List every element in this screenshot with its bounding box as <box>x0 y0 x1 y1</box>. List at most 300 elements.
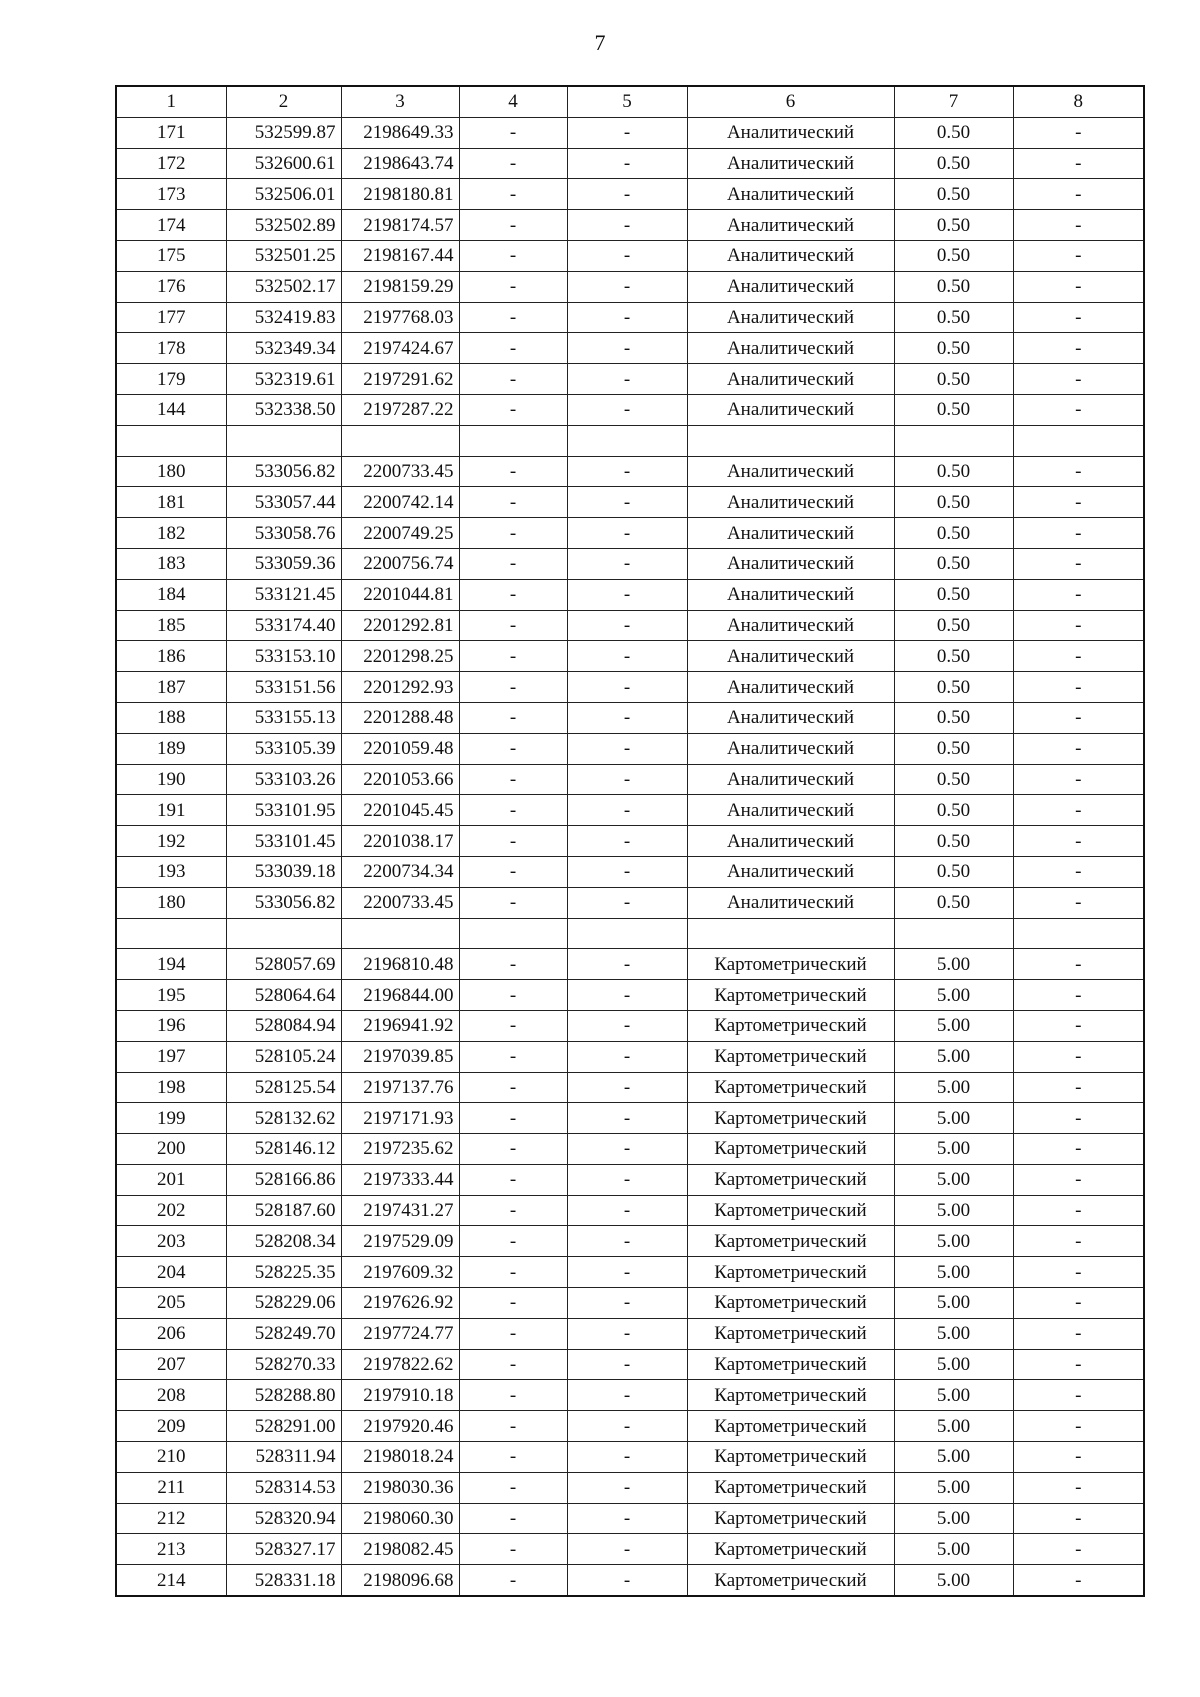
cell-method: Картометрический <box>687 1134 894 1165</box>
cell-col-5-value: - <box>567 271 687 302</box>
cell-point-number: 175 <box>116 240 226 271</box>
cell-method: Картометрический <box>687 1472 894 1503</box>
cell-point-number: 209 <box>116 1411 226 1442</box>
cell-col-8-value: - <box>1013 887 1144 918</box>
cell-col-8-value: - <box>1013 1318 1144 1349</box>
table-row <box>116 456 1144 487</box>
cell-coord-x <box>226 918 341 949</box>
cell-col-8-value: - <box>1013 1534 1144 1565</box>
cell-col-8-value: - <box>1013 148 1144 179</box>
column-header-7: 7 <box>894 86 1013 117</box>
cell-col-5-value: - <box>567 1010 687 1041</box>
cell-point-number: 188 <box>116 702 226 733</box>
cell-coord-y: 2197822.62 <box>341 1349 459 1380</box>
cell-method: Картометрический <box>687 1288 894 1319</box>
cell-col-5-value: - <box>567 364 687 395</box>
table-row <box>116 1503 1144 1534</box>
table-row <box>116 1534 1144 1565</box>
cell-coord-y: 2200734.34 <box>341 856 459 887</box>
cell-coord-x: 533105.39 <box>226 733 341 764</box>
cell-coord-x: 533101.95 <box>226 795 341 826</box>
cell-coord-y: 2196844.00 <box>341 980 459 1011</box>
cell-col-5-value: - <box>567 1534 687 1565</box>
cell-method: Картометрический <box>687 1103 894 1134</box>
cell-col-8-value: - <box>1013 548 1144 579</box>
table-row <box>116 1288 1144 1319</box>
cell-col-4-value: - <box>459 795 567 826</box>
cell-col-8-value: - <box>1013 672 1144 703</box>
cell-col-8-value: - <box>1013 240 1144 271</box>
table-row <box>116 672 1144 703</box>
cell-method <box>687 918 894 949</box>
cell-accuracy: 5.00 <box>894 1164 1013 1195</box>
cell-accuracy: 5.00 <box>894 1041 1013 1072</box>
cell-coord-x: 533101.45 <box>226 826 341 857</box>
cell-method: Картометрический <box>687 1164 894 1195</box>
cell-col-5-value: - <box>567 1072 687 1103</box>
cell-col-8-value: - <box>1013 795 1144 826</box>
cell-col-5-value: - <box>567 579 687 610</box>
table-row <box>116 702 1144 733</box>
table-row <box>116 764 1144 795</box>
cell-col-5-value: - <box>567 980 687 1011</box>
cell-accuracy: 0.50 <box>894 364 1013 395</box>
cell-col-8-value: - <box>1013 302 1144 333</box>
cell-coord-y: 2196810.48 <box>341 949 459 980</box>
table-row <box>116 548 1144 579</box>
cell-point-number: 171 <box>116 117 226 148</box>
cell-coord-x: 528166.86 <box>226 1164 341 1195</box>
cell-coord-y: 2196941.92 <box>341 1010 459 1041</box>
cell-coord-x: 528084.94 <box>226 1010 341 1041</box>
cell-method: Картометрический <box>687 1565 894 1596</box>
cell-method: Картометрический <box>687 980 894 1011</box>
cell-method: Аналитический <box>687 702 894 733</box>
table-row <box>116 733 1144 764</box>
cell-col-8-value: - <box>1013 1072 1144 1103</box>
cell-accuracy: 5.00 <box>894 1072 1013 1103</box>
cell-accuracy: 5.00 <box>894 1411 1013 1442</box>
table-row <box>116 641 1144 672</box>
cell-coord-y: 2198082.45 <box>341 1534 459 1565</box>
cell-coord-y: 2197626.92 <box>341 1288 459 1319</box>
cell-col-8-value: - <box>1013 210 1144 241</box>
table-row <box>116 240 1144 271</box>
cell-coord-y: 2198649.33 <box>341 117 459 148</box>
cell-method: Аналитический <box>687 240 894 271</box>
cell-point-number: 199 <box>116 1103 226 1134</box>
table-row <box>116 1257 1144 1288</box>
cell-coord-x: 528208.34 <box>226 1226 341 1257</box>
cell-coord-x: 528314.53 <box>226 1472 341 1503</box>
table-row <box>116 148 1144 179</box>
cell-point-number: 179 <box>116 364 226 395</box>
cell-accuracy: 0.50 <box>894 117 1013 148</box>
page-number: 7 <box>594 30 606 55</box>
cell-col-4-value: - <box>459 1226 567 1257</box>
cell-coord-y: 2198060.30 <box>341 1503 459 1534</box>
header-row <box>116 86 1144 117</box>
cell-col-8-value: - <box>1013 1010 1144 1041</box>
cell-point-number: 191 <box>116 795 226 826</box>
cell-col-4-value: - <box>459 240 567 271</box>
table-row <box>116 487 1144 518</box>
cell-col-5-value: - <box>567 641 687 672</box>
cell-point-number: 176 <box>116 271 226 302</box>
cell-col-8-value: - <box>1013 764 1144 795</box>
cell-accuracy: 5.00 <box>894 1534 1013 1565</box>
cell-method: Картометрический <box>687 1041 894 1072</box>
cell-coord-y: 2201044.81 <box>341 579 459 610</box>
cell-accuracy: 5.00 <box>894 1010 1013 1041</box>
cell-coord-y: 2197724.77 <box>341 1318 459 1349</box>
cell-col-4-value: - <box>459 641 567 672</box>
table-row <box>116 117 1144 148</box>
cell-col-8-value: - <box>1013 456 1144 487</box>
cell-point-number: 185 <box>116 610 226 641</box>
cell-coord-x: 528327.17 <box>226 1534 341 1565</box>
cell-col-5-value: - <box>567 333 687 364</box>
table-row <box>116 1349 1144 1380</box>
cell-accuracy: 0.50 <box>894 487 1013 518</box>
cell-coord-x: 533057.44 <box>226 487 341 518</box>
cell-point-number: 210 <box>116 1442 226 1473</box>
cell-point-number: 186 <box>116 641 226 672</box>
cell-col-5-value: - <box>567 210 687 241</box>
cell-coord-y: 2197910.18 <box>341 1380 459 1411</box>
cell-coord-x: 533155.13 <box>226 702 341 733</box>
cell-coord-x: 533059.36 <box>226 548 341 579</box>
cell-col-4-value: - <box>459 333 567 364</box>
cell-accuracy: 0.50 <box>894 795 1013 826</box>
cell-col-5-value: - <box>567 117 687 148</box>
cell-accuracy: 5.00 <box>894 1288 1013 1319</box>
cell-col-5-value: - <box>567 610 687 641</box>
cell-coord-x: 528132.62 <box>226 1103 341 1134</box>
cell-coord-y: 2198030.36 <box>341 1472 459 1503</box>
cell-col-5-value: - <box>567 1257 687 1288</box>
cell-accuracy <box>894 425 1013 456</box>
cell-method: Аналитический <box>687 856 894 887</box>
cell-col-4-value: - <box>459 1288 567 1319</box>
cell-col-4-value: - <box>459 518 567 549</box>
cell-col-8-value: - <box>1013 579 1144 610</box>
cell-coord-x: 528229.06 <box>226 1288 341 1319</box>
cell-point-number: 207 <box>116 1349 226 1380</box>
cell-point-number: 173 <box>116 179 226 210</box>
cell-coord-x: 532319.61 <box>226 364 341 395</box>
cell-coord-y: 2197291.62 <box>341 364 459 395</box>
cell-accuracy: 0.50 <box>894 856 1013 887</box>
cell-col-5-value: - <box>567 1103 687 1134</box>
cell-coord-y: 2197424.67 <box>341 333 459 364</box>
cell-accuracy: 5.00 <box>894 1442 1013 1473</box>
table-row <box>116 826 1144 857</box>
cell-coord-x: 528125.54 <box>226 1072 341 1103</box>
cell-col-8-value: - <box>1013 1472 1144 1503</box>
table-row <box>116 918 1144 949</box>
cell-col-8-value: - <box>1013 856 1144 887</box>
cell-col-8-value: - <box>1013 333 1144 364</box>
cell-coord-y: 2201288.48 <box>341 702 459 733</box>
column-header-3: 3 <box>341 86 459 117</box>
cell-col-5-value: - <box>567 1411 687 1442</box>
table-row <box>116 795 1144 826</box>
cell-col-8-value: - <box>1013 487 1144 518</box>
cell-coord-x: 528146.12 <box>226 1134 341 1165</box>
cell-coord-y <box>341 918 459 949</box>
cell-col-8-value: - <box>1013 733 1144 764</box>
cell-accuracy: 5.00 <box>894 1503 1013 1534</box>
cell-col-8-value: - <box>1013 117 1144 148</box>
cell-col-8-value: - <box>1013 1226 1144 1257</box>
cell-accuracy: 0.50 <box>894 240 1013 271</box>
cell-method: Аналитический <box>687 672 894 703</box>
cell-col-5-value: - <box>567 518 687 549</box>
cell-col-5-value: - <box>567 394 687 425</box>
cell-method: Аналитический <box>687 826 894 857</box>
cell-coord-y: 2197039.85 <box>341 1041 459 1072</box>
cell-col-4-value <box>459 425 567 456</box>
cell-coord-y: 2197768.03 <box>341 302 459 333</box>
cell-point-number: 180 <box>116 456 226 487</box>
table-row <box>116 210 1144 241</box>
table-row <box>116 394 1144 425</box>
cell-col-4-value: - <box>459 394 567 425</box>
cell-col-4-value <box>459 918 567 949</box>
cell-accuracy: 5.00 <box>894 1195 1013 1226</box>
cell-point-number: 178 <box>116 333 226 364</box>
cell-col-5-value: - <box>567 1472 687 1503</box>
cell-col-4-value: - <box>459 1411 567 1442</box>
table-row <box>116 1010 1144 1041</box>
cell-accuracy <box>894 918 1013 949</box>
cell-method: Аналитический <box>687 518 894 549</box>
cell-col-4-value: - <box>459 733 567 764</box>
cell-col-8-value: - <box>1013 518 1144 549</box>
cell-method: Аналитический <box>687 210 894 241</box>
cell-accuracy: 0.50 <box>894 302 1013 333</box>
cell-col-4-value: - <box>459 210 567 241</box>
cell-coord-x: 528249.70 <box>226 1318 341 1349</box>
table-row <box>116 271 1144 302</box>
cell-col-5-value: - <box>567 487 687 518</box>
cell-coord-y: 2197171.93 <box>341 1103 459 1134</box>
cell-col-5-value: - <box>567 887 687 918</box>
cell-accuracy: 5.00 <box>894 1257 1013 1288</box>
cell-point-number: 212 <box>116 1503 226 1534</box>
cell-accuracy: 0.50 <box>894 702 1013 733</box>
cell-col-8-value: - <box>1013 179 1144 210</box>
cell-coord-y: 2198096.68 <box>341 1565 459 1596</box>
cell-accuracy: 0.50 <box>894 887 1013 918</box>
table-row <box>116 1442 1144 1473</box>
cell-accuracy: 0.50 <box>894 271 1013 302</box>
cell-col-5-value: - <box>567 1503 687 1534</box>
cell-coord-x: 528105.24 <box>226 1041 341 1072</box>
cell-col-4-value: - <box>459 271 567 302</box>
cell-method: Аналитический <box>687 364 894 395</box>
column-header-1: 1 <box>116 86 226 117</box>
cell-col-8-value <box>1013 425 1144 456</box>
cell-coord-x: 528057.69 <box>226 949 341 980</box>
cell-coord-x: 532349.34 <box>226 333 341 364</box>
cell-coord-x: 528187.60 <box>226 1195 341 1226</box>
cell-method: Картометрический <box>687 1257 894 1288</box>
cell-col-8-value: - <box>1013 394 1144 425</box>
cell-point-number: 206 <box>116 1318 226 1349</box>
cell-point-number: 181 <box>116 487 226 518</box>
cell-method: Аналитический <box>687 641 894 672</box>
table-row <box>116 949 1144 980</box>
cell-coord-y: 2201045.45 <box>341 795 459 826</box>
cell-col-4-value: - <box>459 548 567 579</box>
cell-coord-x: 532501.25 <box>226 240 341 271</box>
cell-point-number <box>116 425 226 456</box>
cell-col-8-value: - <box>1013 1411 1144 1442</box>
cell-point-number: 197 <box>116 1041 226 1072</box>
cell-coord-y: 2197920.46 <box>341 1411 459 1442</box>
cell-col-5-value: - <box>567 1565 687 1596</box>
cell-method: Аналитический <box>687 579 894 610</box>
cell-accuracy: 0.50 <box>894 764 1013 795</box>
cell-col-5-value: - <box>567 856 687 887</box>
cell-coord-y: 2201292.93 <box>341 672 459 703</box>
cell-col-4-value: - <box>459 702 567 733</box>
cell-accuracy: 5.00 <box>894 1226 1013 1257</box>
cell-coord-y: 2198159.29 <box>341 271 459 302</box>
cell-col-5-value <box>567 918 687 949</box>
cell-coord-x: 528064.64 <box>226 980 341 1011</box>
cell-col-4-value: - <box>459 856 567 887</box>
cell-col-5-value: - <box>567 1134 687 1165</box>
cell-coord-y: 2200733.45 <box>341 887 459 918</box>
cell-method: Аналитический <box>687 887 894 918</box>
cell-col-5-value: - <box>567 949 687 980</box>
cell-coord-x: 533058.76 <box>226 518 341 549</box>
cell-coord-y: 2200756.74 <box>341 548 459 579</box>
cell-coord-x: 528320.94 <box>226 1503 341 1534</box>
cell-coord-y: 2197333.44 <box>341 1164 459 1195</box>
cell-col-5-value: - <box>567 179 687 210</box>
cell-point-number: 193 <box>116 856 226 887</box>
table-row <box>116 1380 1144 1411</box>
cell-col-4-value: - <box>459 487 567 518</box>
cell-coord-y: 2200733.45 <box>341 456 459 487</box>
cell-col-5-value: - <box>567 764 687 795</box>
cell-point-number: 205 <box>116 1288 226 1319</box>
cell-point-number: 211 <box>116 1472 226 1503</box>
cell-coord-y: 2200742.14 <box>341 487 459 518</box>
cell-coord-x <box>226 425 341 456</box>
cell-col-8-value: - <box>1013 364 1144 395</box>
cell-coord-x: 533056.82 <box>226 456 341 487</box>
cell-method: Картометрический <box>687 1411 894 1442</box>
table-row <box>116 1195 1144 1226</box>
cell-method: Аналитический <box>687 610 894 641</box>
cell-col-5-value: - <box>567 148 687 179</box>
cell-point-number: 180 <box>116 887 226 918</box>
cell-coord-y: 2198018.24 <box>341 1442 459 1473</box>
cell-coord-y: 2201292.81 <box>341 610 459 641</box>
cell-point-number: 177 <box>116 302 226 333</box>
cell-method: Аналитический <box>687 148 894 179</box>
cell-col-8-value: - <box>1013 1195 1144 1226</box>
cell-col-5-value: - <box>567 795 687 826</box>
cell-point-number: 182 <box>116 518 226 549</box>
table-row <box>116 518 1144 549</box>
cell-method: Аналитический <box>687 271 894 302</box>
cell-coord-y: 2197137.76 <box>341 1072 459 1103</box>
cell-method: Аналитический <box>687 548 894 579</box>
cell-accuracy: 0.50 <box>894 610 1013 641</box>
cell-coord-x: 528288.80 <box>226 1380 341 1411</box>
cell-point-number: 192 <box>116 826 226 857</box>
cell-method: Аналитический <box>687 179 894 210</box>
table-row <box>116 425 1144 456</box>
cell-col-4-value: - <box>459 887 567 918</box>
cell-point-number: 214 <box>116 1565 226 1596</box>
cell-col-4-value: - <box>459 1349 567 1380</box>
cell-point-number: 213 <box>116 1534 226 1565</box>
cell-col-5-value: - <box>567 1318 687 1349</box>
cell-coord-y: 2198167.44 <box>341 240 459 271</box>
cell-col-4-value: - <box>459 1041 567 1072</box>
cell-col-4-value: - <box>459 949 567 980</box>
cell-coord-y: 2201298.25 <box>341 641 459 672</box>
cell-point-number: 196 <box>116 1010 226 1041</box>
cell-coord-x: 532506.01 <box>226 179 341 210</box>
cell-coord-x: 532600.61 <box>226 148 341 179</box>
cell-accuracy: 0.50 <box>894 518 1013 549</box>
cell-col-4-value: - <box>459 672 567 703</box>
cell-method: Аналитический <box>687 487 894 518</box>
cell-point-number: 144 <box>116 394 226 425</box>
cell-accuracy: 5.00 <box>894 1349 1013 1380</box>
cell-accuracy: 0.50 <box>894 672 1013 703</box>
cell-accuracy: 0.50 <box>894 210 1013 241</box>
cell-coord-x: 532502.17 <box>226 271 341 302</box>
cell-coord-y: 2197235.62 <box>341 1134 459 1165</box>
table-row <box>116 887 1144 918</box>
cell-method: Картометрический <box>687 1503 894 1534</box>
cell-coord-y: 2197431.27 <box>341 1195 459 1226</box>
cell-col-8-value <box>1013 918 1144 949</box>
cell-col-8-value: - <box>1013 1134 1144 1165</box>
cell-coord-x: 533151.56 <box>226 672 341 703</box>
cell-accuracy: 0.50 <box>894 456 1013 487</box>
cell-accuracy: 0.50 <box>894 148 1013 179</box>
column-header-2: 2 <box>226 86 341 117</box>
cell-accuracy: 5.00 <box>894 1134 1013 1165</box>
cell-col-4-value: - <box>459 148 567 179</box>
cell-col-4-value: - <box>459 579 567 610</box>
cell-col-5-value: - <box>567 1442 687 1473</box>
cell-coord-y: 2197287.22 <box>341 394 459 425</box>
cell-col-4-value: - <box>459 456 567 487</box>
cell-col-5-value: - <box>567 302 687 333</box>
cell-accuracy: 0.50 <box>894 548 1013 579</box>
cell-col-5-value: - <box>567 1164 687 1195</box>
cell-point-number: 202 <box>116 1195 226 1226</box>
cell-method: Картометрический <box>687 1349 894 1380</box>
cell-col-8-value: - <box>1013 1442 1144 1473</box>
cell-point-number: 195 <box>116 980 226 1011</box>
cell-col-4-value: - <box>459 1257 567 1288</box>
table-row <box>116 980 1144 1011</box>
cell-coord-x: 528270.33 <box>226 1349 341 1380</box>
cell-point-number: 194 <box>116 949 226 980</box>
